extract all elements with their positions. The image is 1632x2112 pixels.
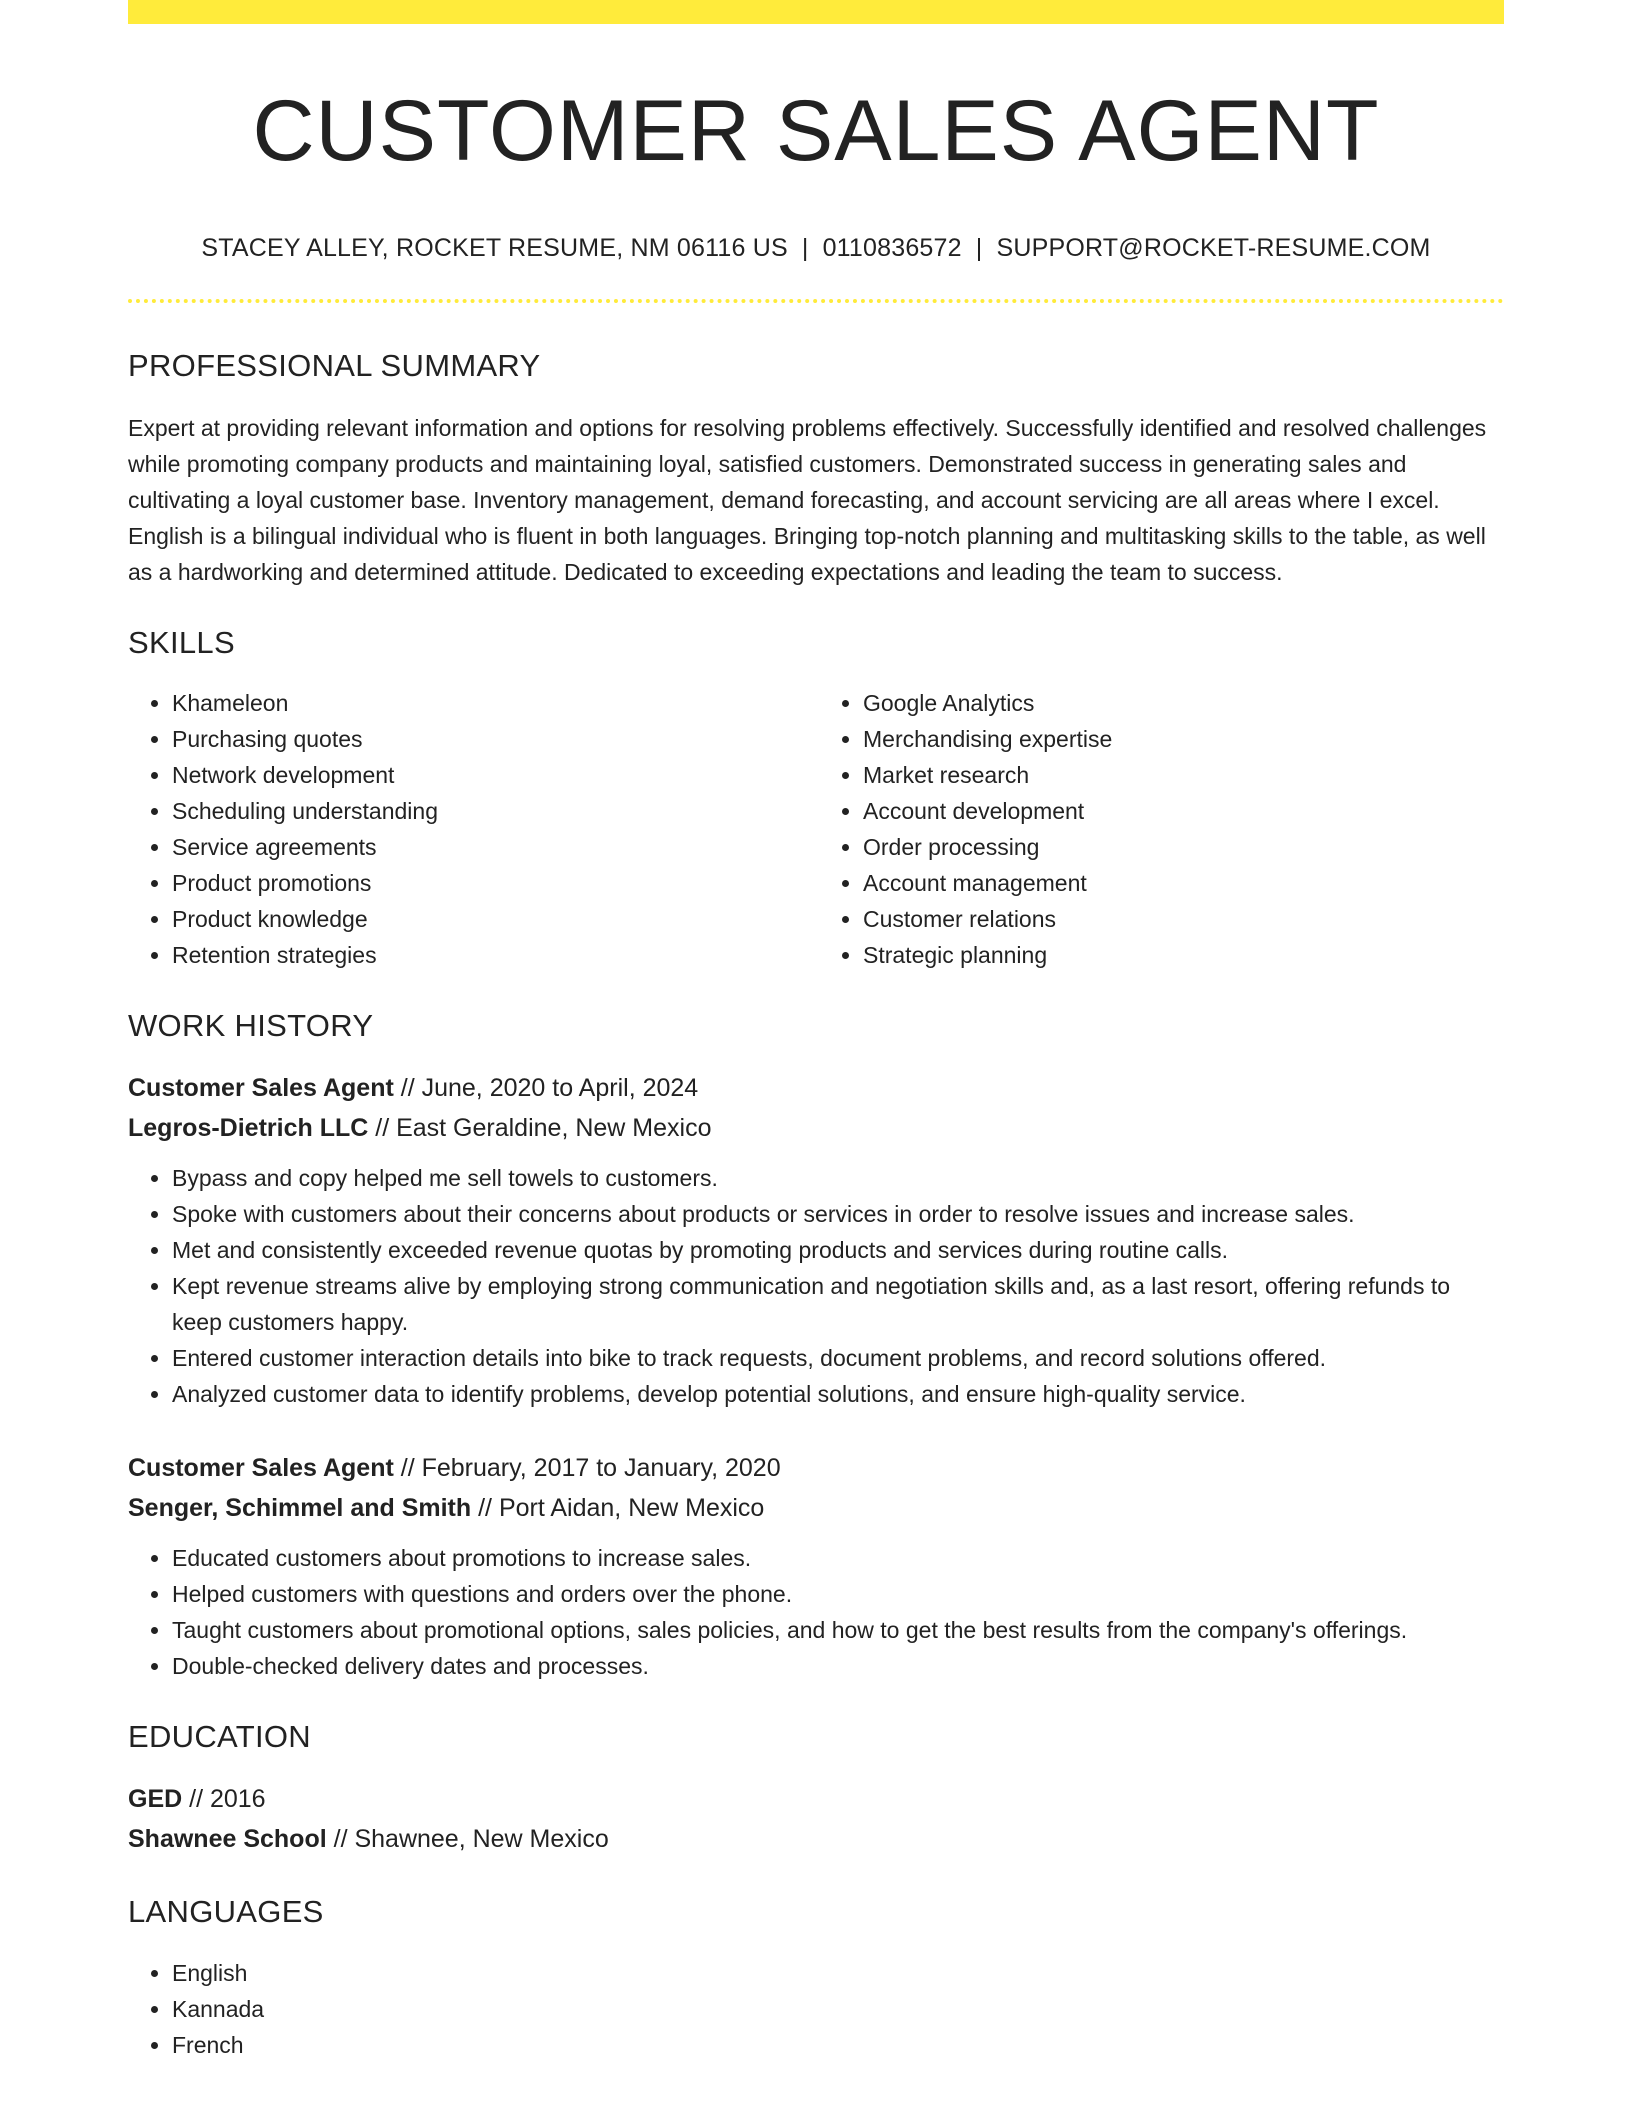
skill-item: • Retention strategies bbox=[172, 937, 813, 973]
contact-address: STACEY ALLEY, ROCKET RESUME, NM 06116 US bbox=[201, 233, 788, 262]
resume-page bbox=[128, 0, 1504, 2063]
job-bullet: • Spoke with customers about their concerns about products or services in order to resolve issues and increase sales. bbox=[172, 1196, 1504, 1232]
work-history-section bbox=[128, 1007, 1504, 1684]
school-name: Shawnee School bbox=[128, 1825, 327, 1854]
skills-section bbox=[128, 624, 1504, 973]
contact-phone: 0110836572 bbox=[822, 233, 962, 262]
job-company-line bbox=[128, 1108, 1504, 1148]
job-company: Legros-Dietrich LLC bbox=[128, 1114, 369, 1143]
job-bullet: • Bypass and copy helped me sell towels to customers. bbox=[172, 1160, 1504, 1196]
skill-item: • Google Analytics bbox=[863, 685, 1504, 721]
degree-line bbox=[128, 1779, 1504, 1819]
contact-separator: | bbox=[801, 233, 809, 262]
skills-columns bbox=[128, 685, 1504, 973]
skill-item: • Product promotions bbox=[172, 865, 813, 901]
job-bullet-list bbox=[128, 1160, 1504, 1412]
job-bullet: • Met and consistently exceeded revenue quotas by promoting products and services during routine calls. bbox=[172, 1232, 1504, 1268]
job-entry bbox=[128, 1068, 1504, 1412]
job-title: Customer Sales Agent bbox=[128, 1454, 394, 1483]
languages-section bbox=[128, 1893, 1504, 2062]
job-title-line bbox=[128, 1068, 1504, 1108]
degree: GED bbox=[128, 1785, 183, 1814]
summary-text: Expert at providing relevant information and options for resolving problems effectively. Successfully identified and resolved challenges while promoting company products and maintaining loyal, satisfied customers. Demonstrated success in generating sales and cultivating a loyal customer base. Inventory management, demand forecasting, and account servicing are all areas where I excel. English is a bilingual individual who is fluent in both languages. Bringing top-notch planning and multitasking skills to the table, as well as a hardworking and determined attitude. Dedicated to exceeding expectations and leading the team to success. bbox=[128, 414, 1487, 585]
skill-item: • Strategic planning bbox=[863, 937, 1504, 973]
languages-heading: LANGUAGES bbox=[128, 1894, 324, 1930]
school-line bbox=[128, 1819, 1504, 1859]
job-dates: // February, 2017 to January, 2020 bbox=[393, 1454, 781, 1483]
summary-section bbox=[128, 347, 1504, 590]
skill-item: • Account development bbox=[863, 793, 1504, 829]
job-bullet: • Helped customers with questions and orders over the phone. bbox=[172, 1576, 1504, 1612]
skill-item: • Merchandising expertise bbox=[863, 721, 1504, 757]
contact-email: SUPPORT@ROCKET-RESUME.COM bbox=[996, 233, 1431, 262]
education-entry bbox=[128, 1779, 1504, 1859]
language-item: • French bbox=[172, 2027, 1504, 2063]
accent-top-bar bbox=[128, 0, 1504, 24]
skills-list-left bbox=[128, 685, 813, 973]
job-bullet-list bbox=[128, 1540, 1504, 1684]
job-bullet: • Taught customers about promotional options, sales policies, and how to get the best results from the company's offerings. bbox=[172, 1612, 1504, 1648]
skill-item: • Khameleon bbox=[172, 685, 813, 721]
skill-item: • Purchasing quotes bbox=[172, 721, 813, 757]
job-bullet: • Double-checked delivery dates and processes. bbox=[172, 1648, 1504, 1684]
skills-heading: SKILLS bbox=[128, 624, 235, 660]
job-company-line bbox=[128, 1488, 1504, 1528]
job-bullet: • Educated customers about promotions to increase sales. bbox=[172, 1540, 1504, 1576]
contact-separator: | bbox=[975, 233, 983, 262]
skill-item: • Network development bbox=[172, 757, 813, 793]
skill-item: • Product knowledge bbox=[172, 901, 813, 937]
language-item: • English bbox=[172, 1955, 1504, 1991]
languages-list bbox=[128, 1955, 1504, 2063]
school-location: // Shawnee, New Mexico bbox=[326, 1825, 609, 1854]
skill-item: • Market research bbox=[863, 757, 1504, 793]
job-dates: // June, 2020 to April, 2024 bbox=[393, 1074, 699, 1103]
language-item: • Kannada bbox=[172, 1991, 1504, 2027]
job-location: // East Geraldine, New Mexico bbox=[368, 1114, 712, 1143]
contact-line bbox=[128, 233, 1504, 263]
resume-title: CUSTOMER SALES AGENT bbox=[252, 83, 1380, 179]
skill-item: • Service agreements bbox=[172, 829, 813, 865]
skill-item: • Scheduling understanding bbox=[172, 793, 813, 829]
skill-item: • Order processing bbox=[863, 829, 1504, 865]
summary-heading: PROFESSIONAL SUMMARY bbox=[128, 347, 541, 383]
education-heading: EDUCATION bbox=[128, 1719, 311, 1755]
skills-list-right bbox=[813, 685, 1504, 973]
job-bullet: • Kept revenue streams alive by employing strong communication and negotiation skills and, as a last resort, offering refunds to keep customers happy. bbox=[172, 1268, 1504, 1340]
job-title-line bbox=[128, 1448, 1504, 1488]
job-entry bbox=[128, 1448, 1504, 1684]
dotted-divider bbox=[128, 299, 1504, 303]
skill-item: • Account management bbox=[863, 865, 1504, 901]
education-section bbox=[128, 1718, 1504, 1859]
degree-year: // 2016 bbox=[182, 1785, 266, 1814]
job-bullet: • Analyzed customer data to identify problems, develop potential solutions, and ensure high-quality service. bbox=[172, 1376, 1504, 1412]
job-title: Customer Sales Agent bbox=[128, 1074, 394, 1103]
job-company: Senger, Schimmel and Smith bbox=[128, 1494, 472, 1523]
skill-item: • Customer relations bbox=[863, 901, 1504, 937]
job-bullet: • Entered customer interaction details into bike to track requests, document problems, and record solutions offered. bbox=[172, 1340, 1504, 1376]
job-location: // Port Aidan, New Mexico bbox=[471, 1494, 765, 1523]
work-history-heading: WORK HISTORY bbox=[128, 1007, 374, 1043]
